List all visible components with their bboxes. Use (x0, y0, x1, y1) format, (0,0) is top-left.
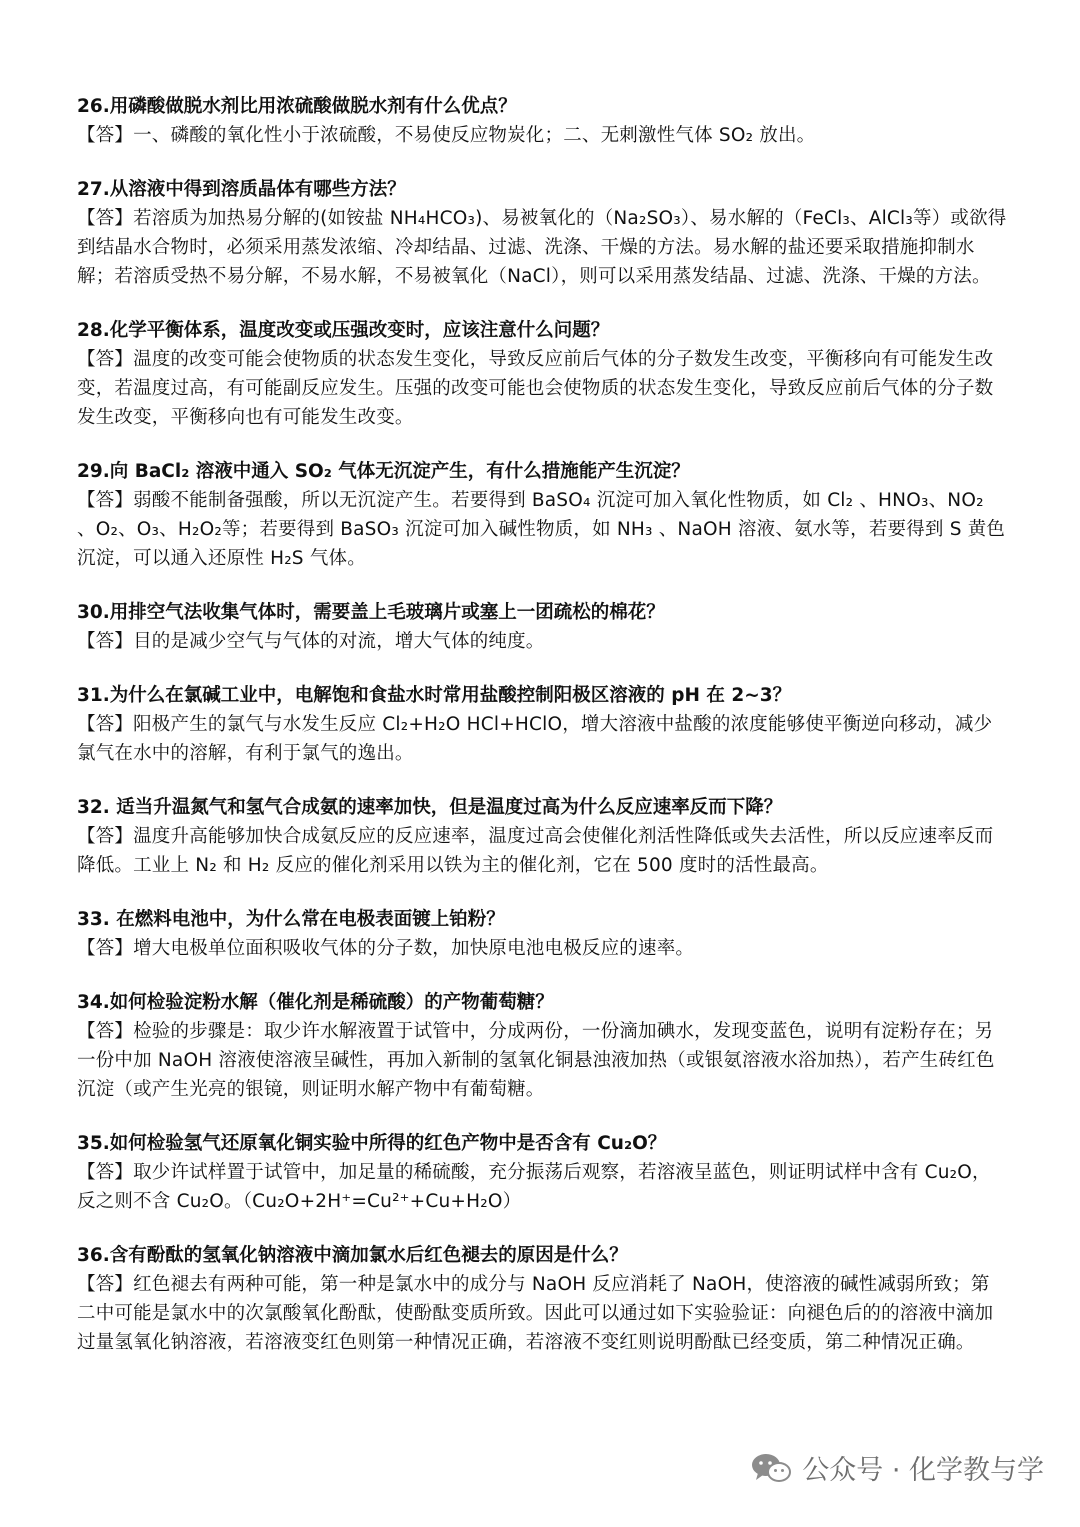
answer: 【答】取少许试样置于试管中，加足量的稀硫酸，充分振荡后观察，若溶液呈蓝色，则证明试样中含有 Cu₂O，反之则不含 Cu₂O。（Cu₂O+2H⁺=Cu²⁺+Cu+H₂O） (77, 1162, 991, 1212)
answer: 【答】温度的改变可能会使物质的状态发生变化，导致反应前后气体的分子数发生改变，平衡移向有可能发生改变，若温度过高，有可能副反应发生。压强的改变可能也会使物质的状态发生变化，导致反应前后气体的分子数发生改变，平衡移向也有可能发生改变。 (77, 349, 994, 428)
wechat-icon (750, 1451, 792, 1485)
question: 35.如何检验氢气还原氧化铜实验中所得的红色产物中是否含有 Cu₂O？ (77, 1133, 667, 1154)
answer: 【答】红色褪去有两种可能，第一种是氯水中的成分与 NaOH 反应消耗了 NaOH，使溶液的碱性减弱所致；第二中可能是氯水中的次氯酸氧化酚酞，使酚酞变质所致。因此可以通过如下实验验证：向褪色后的的溶液中滴加过量氢氧化钠溶液，若溶液变红色则第一种情况正确，若溶液不变红则说明酚酞已经变质，第二种情况正确。 (77, 1274, 994, 1353)
qa-item-27 (77, 175, 1007, 291)
qa-item-35 (77, 1129, 1007, 1216)
qa-item-34 (77, 988, 1007, 1104)
answer: 【答】检验的步骤是：取少许水解液置于试管中，分成两份，一份滴加碘水，发现变蓝色，说明有淀粉存在；另一份中加 NaOH 溶液使溶液呈碱性，再加入新制的氢氧化铜悬浊液加热（或银氨溶液水浴加热），若产生砖红色沉淀（或产生光亮的银镜，则证明水解产物中有葡萄糖。 (77, 1021, 995, 1100)
qa-item-28 (77, 316, 1007, 432)
answer: 【答】一、磷酸的氧化性小于浓硫酸，不易使反应物炭化；二、无刺激性气体 SO₂ 放出。 (77, 125, 816, 146)
qa-document (77, 92, 1007, 1382)
qa-item-30 (77, 598, 1007, 656)
answer: 【答】增大电极单位面积吸收气体的分子数，加快原电池电极反应的速率。 (77, 938, 695, 959)
qa-item-31 (77, 681, 1007, 768)
watermark-text: 公众号 · 化学教与学 (802, 1455, 1044, 1486)
qa-item-33 (77, 905, 1007, 963)
question: 32. 适当升温氮气和氢气合成氨的速率加快，但是温度过高为什么反应速率反而下降？ (77, 797, 783, 818)
answer: 【答】阳极产生的氯气与水发生反应 Cl₂+H₂O HCl+HClO，增大溶液中盐酸的浓度能够使平衡逆向移动，减少氯气在水中的溶解，有利于氯气的逸出。 (77, 714, 993, 764)
qa-item-26 (77, 92, 1007, 150)
question: 33. 在燃料电池中，为什么常在电极表面镀上铂粉？ (77, 909, 505, 930)
question: 28.化学平衡体系，温度改变或压强改变时，应该注意什么问题？ (77, 320, 610, 341)
question: 26.用磷酸做脱水剂比用浓硫酸做脱水剂有什么优点？ (77, 96, 517, 117)
question: 30.用排空气法收集气体时，需要盖上毛玻璃片或塞上一团疏松的棉花？ (77, 602, 665, 623)
qa-item-36 (77, 1241, 1007, 1357)
question: 27.从溶液中得到溶质晶体有哪些方法？ (77, 179, 406, 200)
answer: 【答】目的是减少空气与气体的对流，增大气体的纯度。 (77, 631, 545, 652)
answer: 【答】弱酸不能制备强酸，所以无沉淀产生。若要得到 BaSO₄ 沉淀可加入氧化性物质，如 Cl₂ 、HNO₃、NO₂ 、O₂、O₃、H₂O₂等；若要得到 BaSO₃ 沉淀可加入碱性物质，如 NH₃ 、NaOH 溶液、氨水等，若要得到 S 黄色沉淀，可以通入还原性 H₂S 气体。 (77, 490, 1006, 569)
answer: 【答】温度升高能够加快合成氨反应的反应速率，温度过高会使催化剂活性降低或失去活性，所以反应速率反而降低。工业上 N₂ 和 H₂ 反应的催化剂采用以铁为主的催化剂，它在 500 度时的活性最高。 (77, 826, 994, 876)
qa-item-32 (77, 793, 1007, 880)
watermark (750, 1448, 1044, 1487)
question: 34.如何检验淀粉水解（催化剂是稀硫酸）的产物葡萄糖？ (77, 992, 554, 1013)
question: 36.含有酚酞的氢氧化钠溶液中滴加氯水后红色褪去的原因是什么？ (77, 1245, 628, 1266)
qa-item-29 (77, 457, 1007, 573)
answer: 【答】若溶质为加热易分解的(如铵盐 NH₄HCO₃)、易被氧化的（Na₂SO₃）、易水解的（FeCl₃、AlCl₃等）或欲得到结晶水合物时，必须采用蒸发浓缩、冷却结晶、过滤、洗涤、干燥的方法。易水解的盐还要采取措施抑制水解；若溶质受热不易分解，不易水解，不易被氧化（NaCl），则可以采用蒸发结晶、过滤、洗涤、干燥的方法。 (77, 208, 1007, 287)
question: 31.为什么在氯碱工业中，电解饱和食盐水时常用盐酸控制阳极区溶液的 pH 在 2~3？ (77, 685, 792, 706)
question: 29.向 BaCl₂ 溶液中通入 SO₂ 气体无沉淀产生，有什么措施能产生沉淀？ (77, 461, 690, 482)
